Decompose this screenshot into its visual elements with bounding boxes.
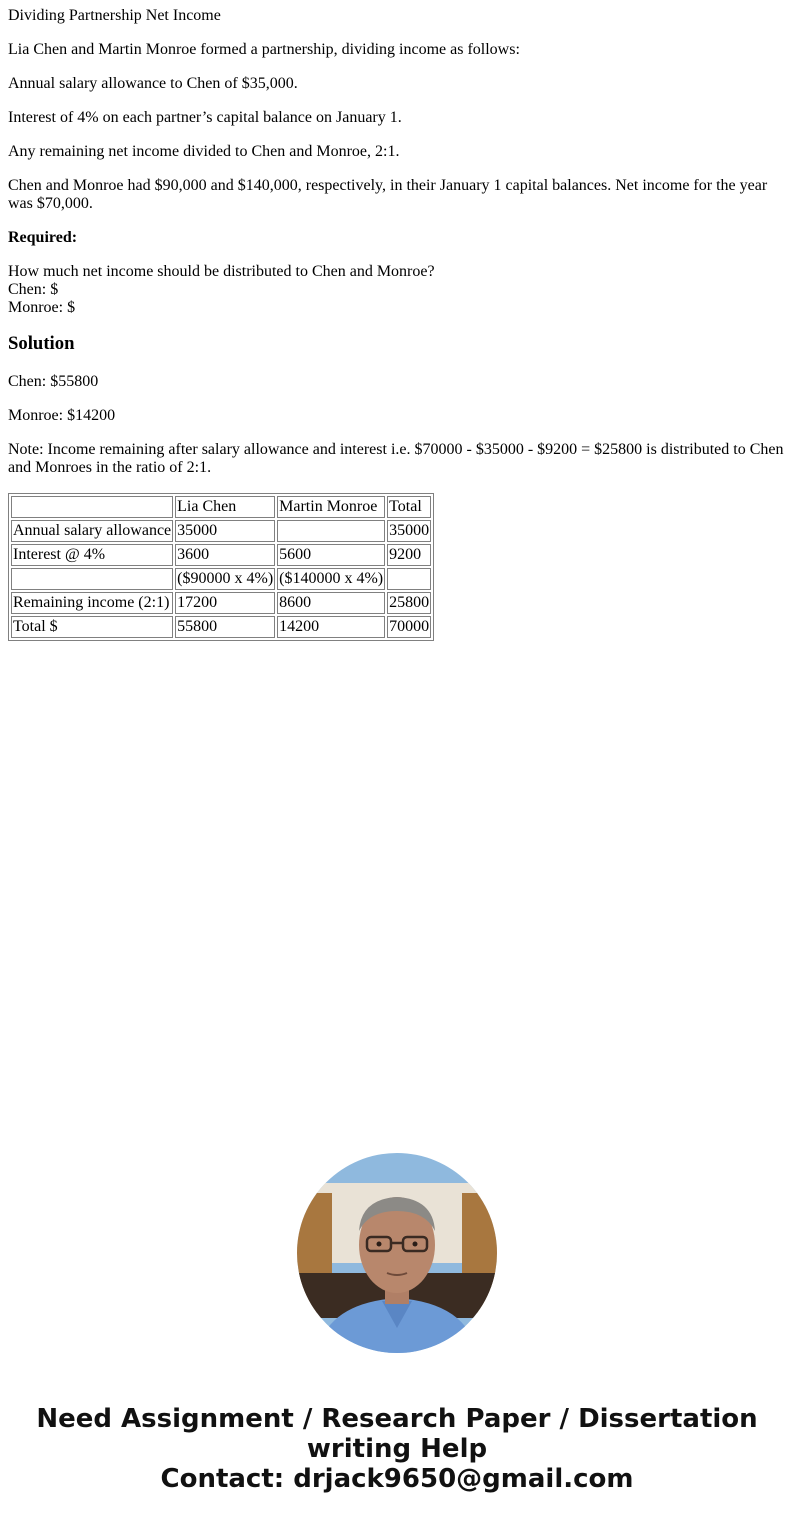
term-salary: Annual salary allowance to Chen of $35,000.	[8, 75, 298, 92]
table-cell: 5600	[277, 544, 385, 566]
table-cell: 14200	[277, 616, 385, 638]
table-cell: 17200	[175, 592, 275, 614]
question-block	[8, 263, 788, 317]
question-text: How much net income should be distributed to Chen and Monroe?	[8, 263, 435, 280]
table-cell: Total $	[11, 616, 173, 638]
problem-title: Dividing Partnership Net Income	[8, 7, 221, 24]
solution-monroe: Monroe: $14200	[8, 407, 116, 424]
promo-contact[interactable]: Contact: drjack9650@gmail.com	[160, 1464, 634, 1494]
table-cell: 35000	[387, 520, 431, 542]
table-header-cell: Lia Chen	[175, 496, 275, 518]
promo-line: Need Assignment / Research Paper / Dissertation	[36, 1404, 758, 1434]
table-row	[11, 520, 431, 542]
table-cell: 70000	[387, 616, 431, 638]
table-cell	[387, 568, 431, 590]
table-row	[11, 616, 431, 638]
table-cell: 35000	[175, 520, 275, 542]
table-cell: Remaining income (2:1)	[11, 592, 173, 614]
table-row	[11, 544, 431, 566]
solution-heading: Solution	[8, 333, 75, 354]
answer-monroe-prompt: Monroe: $	[8, 299, 76, 316]
table-cell: 3600	[175, 544, 275, 566]
solution-chen: Chen: $55800	[8, 373, 99, 390]
problem-intro: Lia Chen and Martin Monroe formed a partnership, dividing income as follows:	[8, 41, 520, 58]
distribution-table	[8, 493, 434, 641]
table-cell	[11, 568, 173, 590]
table-header-cell	[11, 496, 173, 518]
required-label: Required:	[8, 229, 78, 246]
term-remaining: Any remaining net income divided to Chen and Monroe, 2:1.	[8, 143, 400, 160]
table-header-cell: Total	[387, 496, 431, 518]
table-cell: ($140000 x 4%)	[277, 568, 385, 590]
problem-facts: Chen and Monroe had $90,000 and $140,000, respectively, in their January 1 capital balances. Net income for the year was $70,000.	[8, 177, 768, 212]
table-row	[11, 592, 431, 614]
table-header-row	[11, 496, 431, 518]
table-header-cell: Martin Monroe	[277, 496, 385, 518]
table-cell: 8600	[277, 592, 385, 614]
answer-chen-prompt: Chen: $	[8, 281, 59, 298]
table-row	[11, 568, 431, 590]
author-portrait-icon	[297, 1153, 497, 1353]
table-cell: 25800	[387, 592, 431, 614]
table-cell: 9200	[387, 544, 431, 566]
promo-line: writing Help	[306, 1434, 488, 1464]
author-photo	[297, 1153, 497, 1353]
document-body	[8, 7, 788, 641]
table-cell: Annual salary allowance	[11, 520, 173, 542]
term-interest: Interest of 4% on each partner’s capital balance on January 1.	[8, 109, 402, 126]
solution-note: Note: Income remaining after salary allowance and interest i.e. $70000 - $35000 - $9200 = $25800 is distributed to Chen and Monroes in the ratio of 2:1.	[8, 441, 784, 476]
table-cell: ($90000 x 4%)	[175, 568, 275, 590]
table-cell: Interest @ 4%	[11, 544, 173, 566]
table-cell: 55800	[175, 616, 275, 638]
table-cell	[277, 520, 385, 542]
promo-banner	[0, 1404, 794, 1494]
